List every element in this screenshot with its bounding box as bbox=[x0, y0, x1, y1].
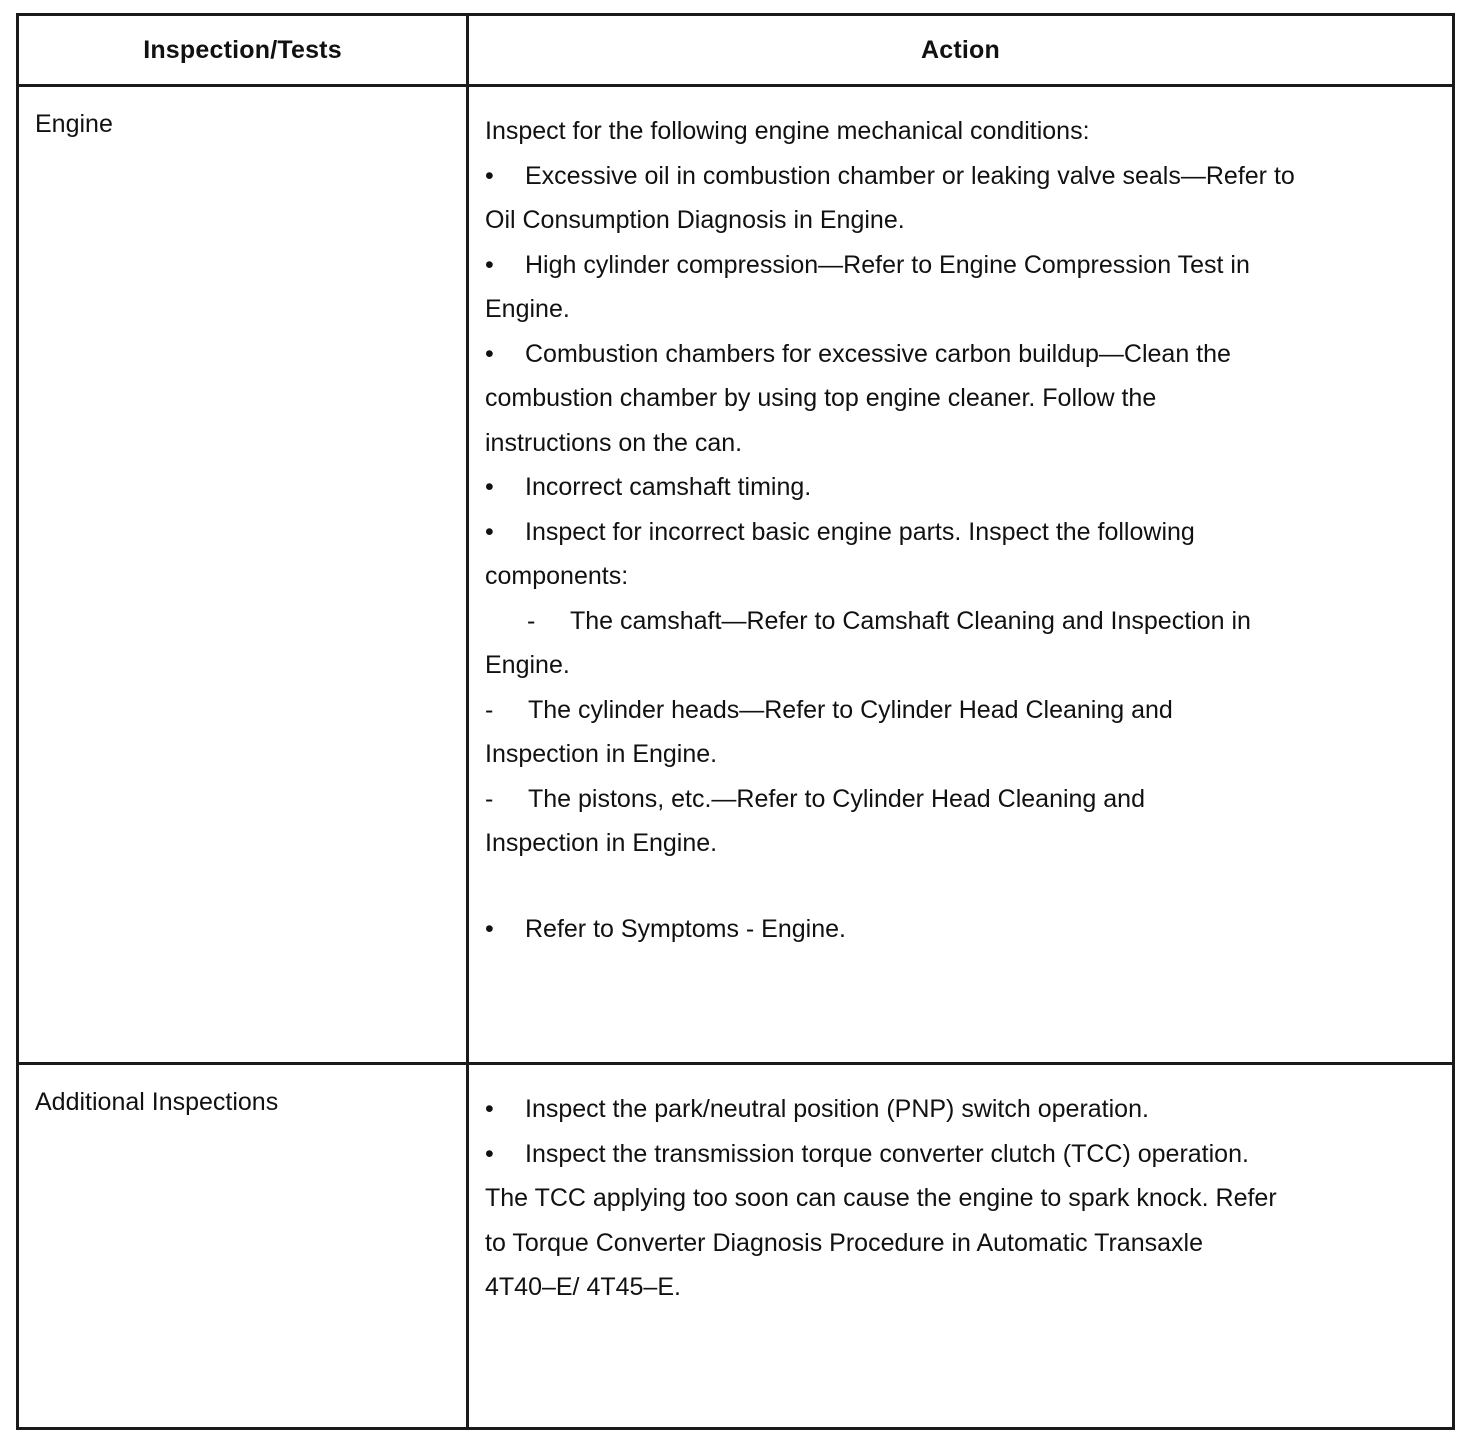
bullet-item bbox=[485, 332, 1392, 377]
text-line: Engine. bbox=[485, 295, 570, 323]
item-text: Incorrect camshaft timing. bbox=[525, 473, 812, 501]
header-inspection-tests: Inspection/Tests bbox=[18, 15, 468, 86]
row-label: Additional Inspections bbox=[18, 1064, 468, 1429]
bullet-item bbox=[485, 465, 1392, 510]
text-line: Inspection in Engine. bbox=[485, 829, 718, 857]
bullet-marker: • bbox=[485, 161, 494, 190]
bullet-item bbox=[485, 510, 1392, 555]
bullet-marker: • bbox=[485, 339, 494, 368]
dash-marker: - bbox=[485, 784, 494, 813]
text-line: 4T40–E/ 4T45–E. bbox=[485, 1273, 681, 1301]
bullet-item bbox=[485, 1087, 1392, 1132]
item-text: Inspect the transmission torque converter clutch (TCC) operation. bbox=[525, 1139, 1249, 1168]
item-text: The camshaft—Refer to Camshaft Cleaning and Inspection in bbox=[570, 606, 1251, 635]
bullet-item bbox=[485, 154, 1392, 199]
line-spacer bbox=[485, 866, 1392, 907]
bullet-item bbox=[485, 907, 1392, 952]
dash-marker: - bbox=[527, 606, 536, 635]
text-line: instructions on the can. bbox=[485, 428, 743, 457]
bullet-marker: • bbox=[485, 250, 494, 279]
inspection-table bbox=[16, 13, 1455, 1430]
dash-item bbox=[485, 599, 1392, 644]
table-row-engine bbox=[18, 86, 1454, 1064]
item-text: The cylinder heads—Refer to Cylinder Head Cleaning and bbox=[528, 695, 1173, 724]
bullet-marker: • bbox=[485, 914, 494, 943]
text-line: Inspection in Engine. bbox=[485, 740, 718, 768]
action-cell-engine bbox=[468, 86, 1454, 1064]
bullet-marker: • bbox=[485, 473, 494, 501]
bullet-marker: • bbox=[485, 1095, 494, 1123]
item-text: Inspect for incorrect basic engine parts. Inspect the following bbox=[525, 517, 1195, 546]
text-line: Inspect for the following engine mechanical conditions: bbox=[485, 117, 1090, 145]
row-label: Engine bbox=[18, 86, 468, 1064]
text-line: Engine. bbox=[485, 651, 570, 679]
item-text: The pistons, etc.—Refer to Cylinder Head Cleaning and bbox=[528, 784, 1145, 813]
item-text: High cylinder compression—Refer to Engine Compression Test in bbox=[525, 250, 1250, 279]
table-header-row bbox=[18, 15, 1454, 86]
text-line: to Torque Converter Diagnosis Procedure in Automatic Transaxle bbox=[485, 1228, 1203, 1257]
dash-item bbox=[485, 688, 1392, 733]
bullet-marker: • bbox=[485, 517, 494, 546]
header-action: Action bbox=[468, 15, 1454, 86]
item-text: Inspect the park/neutral position (PNP) switch operation. bbox=[525, 1095, 1149, 1123]
item-text: Refer to Symptoms - Engine. bbox=[525, 914, 846, 943]
text-line: The TCC applying too soon can cause the engine to spark knock. Refer bbox=[485, 1184, 1277, 1212]
bullet-marker: • bbox=[485, 1139, 494, 1168]
bullet-item bbox=[485, 1132, 1392, 1177]
item-text: Combustion chambers for excessive carbon buildup—Clean the bbox=[525, 339, 1231, 368]
dash-item bbox=[485, 777, 1392, 822]
text-line: components: bbox=[485, 562, 629, 590]
text-line: combustion chamber by using top engine cleaner. Follow the bbox=[485, 384, 1157, 412]
table-row-additional-inspections bbox=[18, 1064, 1454, 1429]
bullet-item bbox=[485, 243, 1392, 288]
item-text: Excessive oil in combustion chamber or leaking valve seals—Refer to bbox=[525, 161, 1295, 190]
dash-marker: - bbox=[485, 695, 494, 724]
text-line: Oil Consumption Diagnosis in Engine. bbox=[485, 206, 905, 234]
action-cell-additional bbox=[468, 1064, 1454, 1429]
